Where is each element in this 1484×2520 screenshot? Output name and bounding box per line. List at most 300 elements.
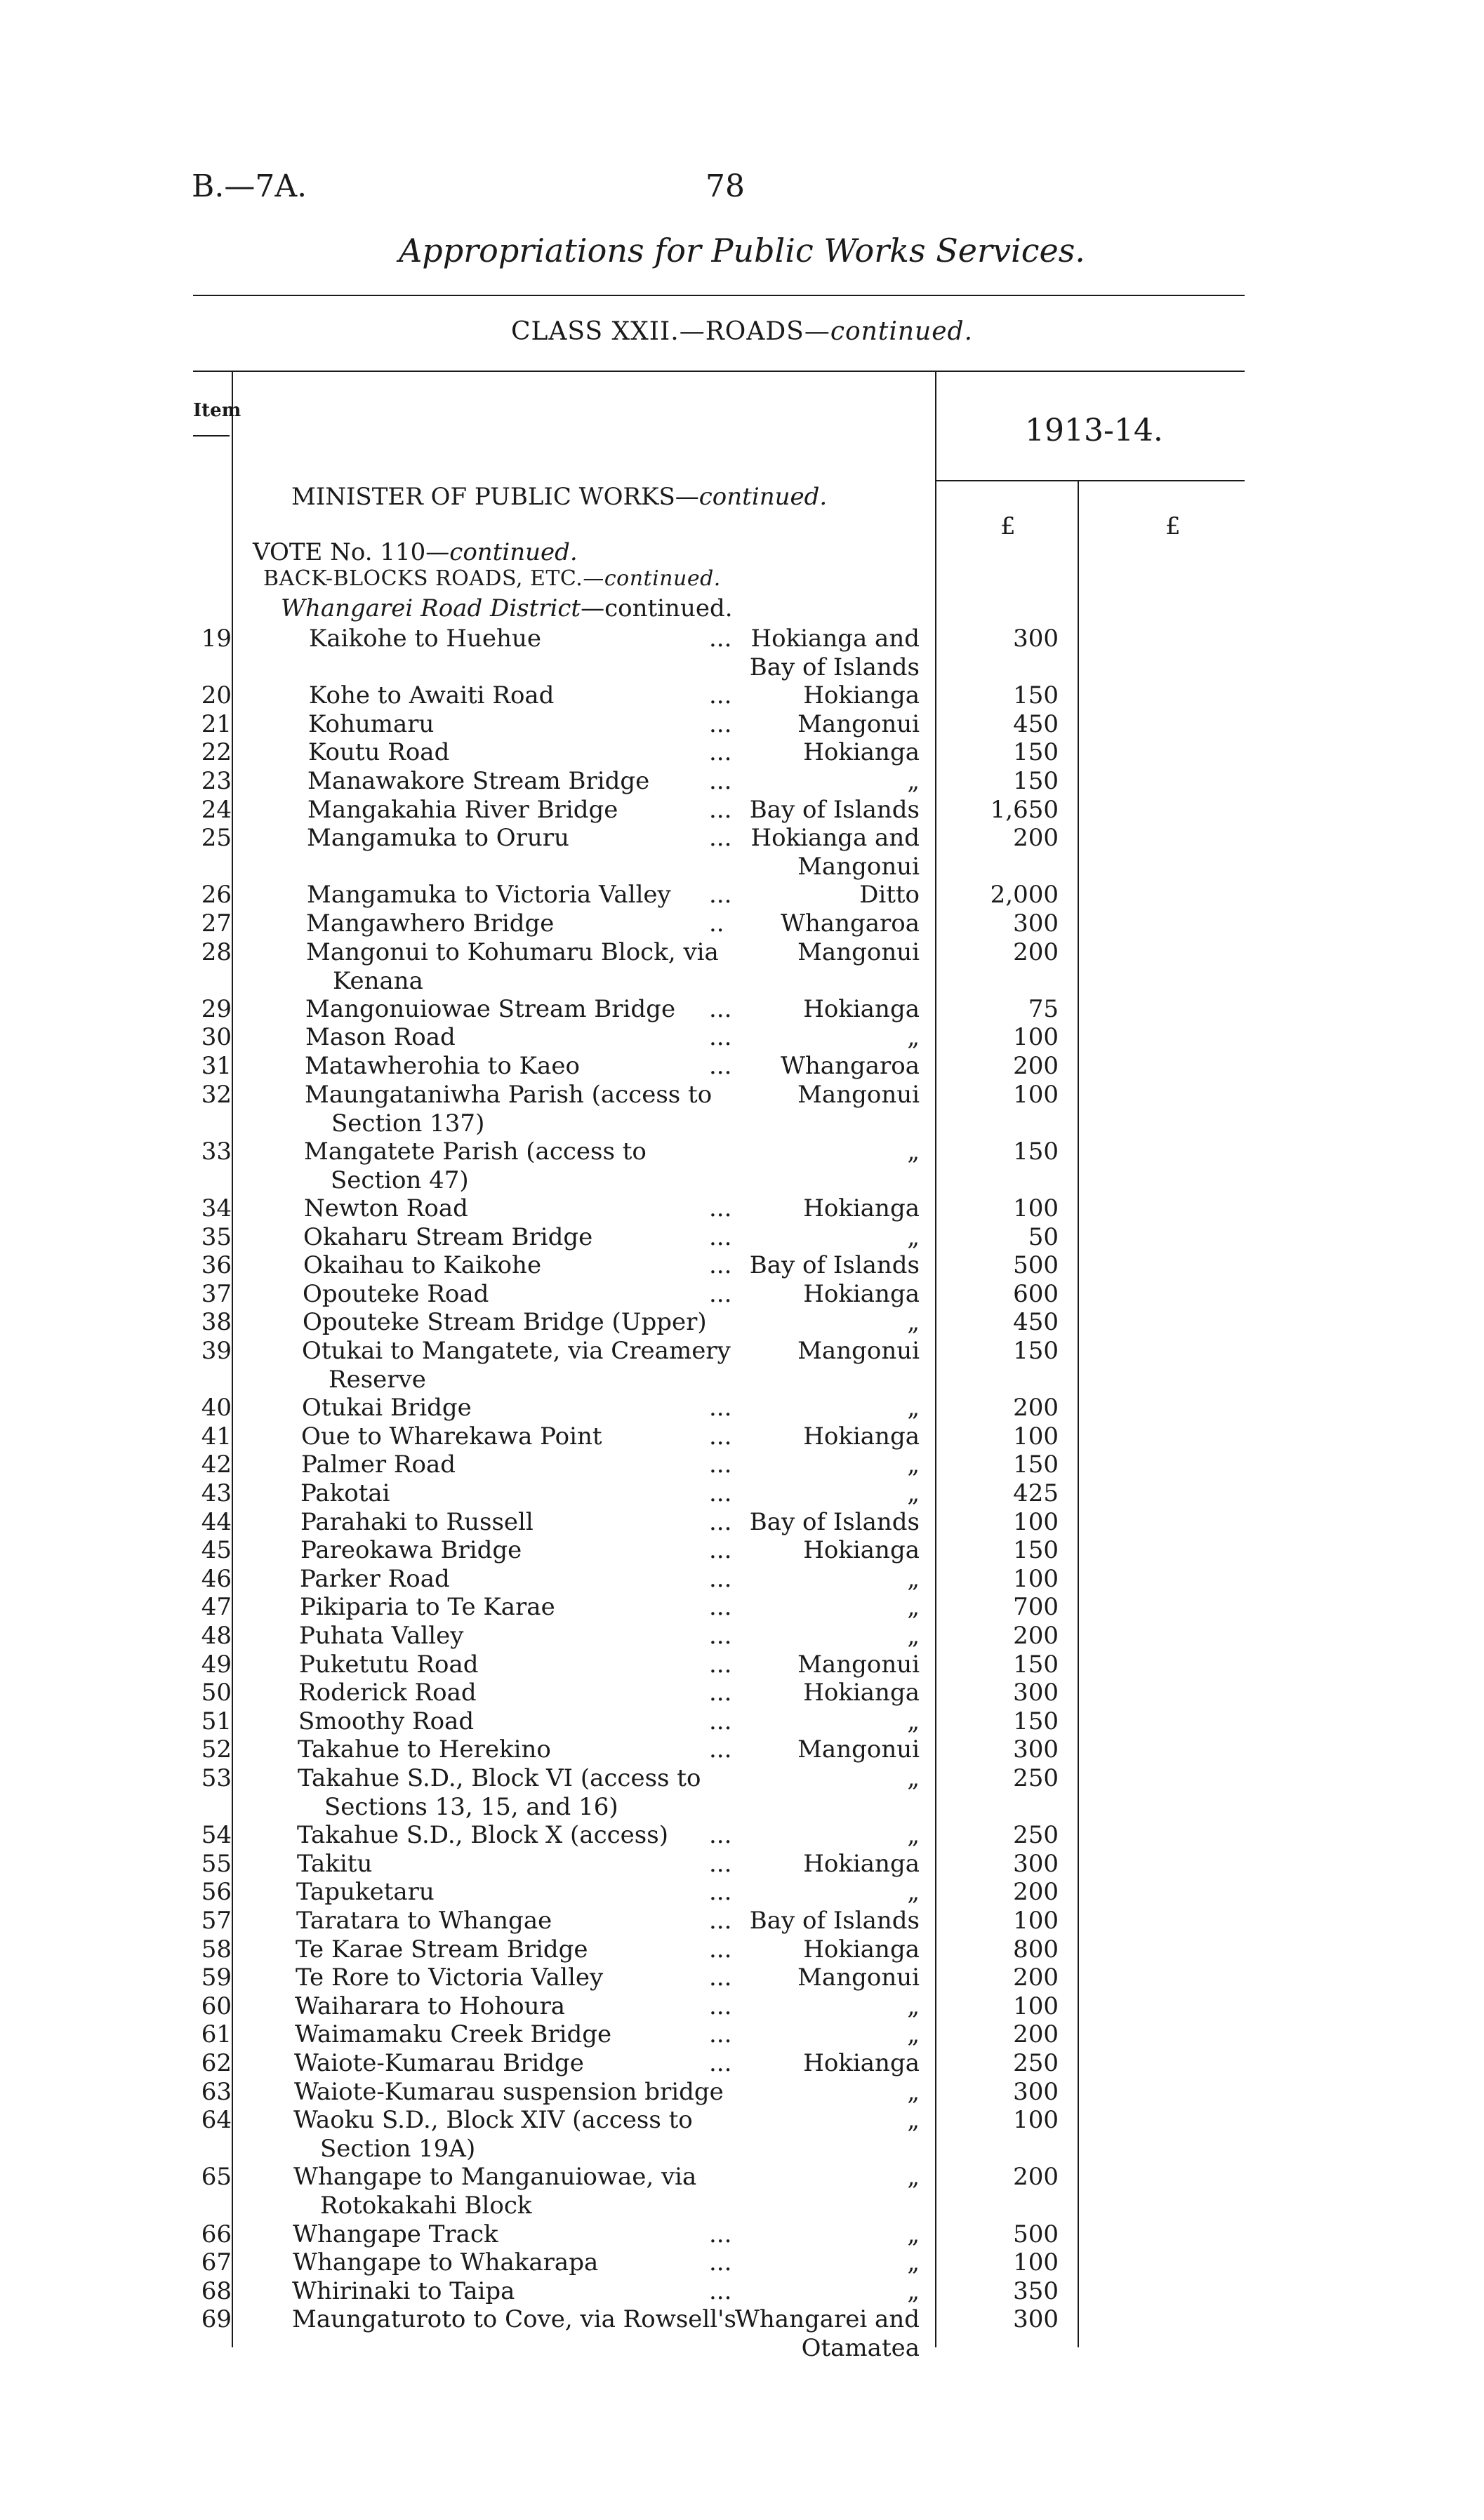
amount: 100 <box>1013 1194 1059 1222</box>
county-name: Mangonui <box>797 938 920 966</box>
road-name: Mangonui to Kohumaru Block, via <box>306 938 719 966</box>
road-name: Waimamaku Creek Bridge <box>295 2020 612 2048</box>
amount: 300 <box>1013 1735 1059 1764</box>
road-name: Okaihau to Kaikohe <box>303 1251 542 1279</box>
county-name: Mangonui <box>797 1081 920 1109</box>
amount: 300 <box>1013 625 1059 653</box>
item-number: 64 <box>201 2106 232 2134</box>
table-row <box>0 1651 1484 1679</box>
amount: 500 <box>1013 2220 1059 2248</box>
county-name: Mangonui <box>797 1651 920 1679</box>
table-row <box>0 1280 1484 1308</box>
amount: 200 <box>1013 938 1059 966</box>
item-number: 30 <box>201 1023 232 1051</box>
table-row <box>0 1707 1484 1735</box>
county-name: „ <box>907 1878 920 1906</box>
leader-dots: ... <box>709 1194 732 1222</box>
county-name: Hokianga <box>803 2049 920 2077</box>
amount: 425 <box>1013 1479 1059 1507</box>
item-number: 45 <box>201 1536 232 1564</box>
amount: 250 <box>1013 1821 1059 1849</box>
amount: 150 <box>1013 1651 1059 1679</box>
table-row <box>0 2305 1484 2362</box>
page-number: 78 <box>705 168 745 204</box>
county-name: „ <box>907 2020 920 2048</box>
county-name: „ <box>907 1451 920 1479</box>
road-name: Puketutu Road <box>299 1651 479 1679</box>
item-number: 66 <box>201 2220 232 2248</box>
table-row <box>0 1479 1484 1507</box>
amount: 250 <box>1013 2049 1059 2077</box>
item-number: 46 <box>201 1565 232 1593</box>
item-number: 23 <box>201 767 232 795</box>
county-name: Whangaroa <box>780 909 920 938</box>
road-name: Okaharu Stream Bridge <box>303 1223 593 1251</box>
county-name: „ <box>907 1479 920 1507</box>
amount: 300 <box>1013 2305 1059 2333</box>
road-name-continued: Kenana <box>333 967 423 995</box>
amount: 450 <box>1013 710 1059 738</box>
county-name: „ <box>907 1593 920 1621</box>
table-row <box>0 1679 1484 1707</box>
district-heading-suffix: —continued. <box>581 594 733 622</box>
amount: 200 <box>1013 1052 1059 1080</box>
leader-dots: ... <box>709 1992 732 2020</box>
item-column-header: Item <box>193 400 241 421</box>
leader-dots: ... <box>709 1223 732 1251</box>
county-name: „ <box>907 1992 920 2020</box>
item-number: 48 <box>201 1622 232 1650</box>
amount: 200 <box>1013 1622 1059 1650</box>
item-number: 68 <box>201 2277 232 2305</box>
table-row <box>0 1081 1484 1138</box>
county-name: Mangonui <box>797 710 920 738</box>
road-name: Koutu Road <box>308 738 450 766</box>
item-number: 69 <box>201 2305 232 2333</box>
road-name: Roderick Road <box>298 1679 477 1707</box>
table-row <box>0 2163 1484 2220</box>
road-name: Palmer Road <box>301 1451 456 1479</box>
table-row <box>0 1907 1484 1935</box>
leader-dots: ... <box>709 1821 732 1849</box>
leader-dots: ... <box>709 738 732 766</box>
road-name: Parker Road <box>300 1565 450 1593</box>
table-row <box>0 1622 1484 1650</box>
road-name: Kohe to Awaiti Road <box>309 681 555 709</box>
road-name-continued: Rotokakahi Block <box>320 2192 532 2220</box>
item-number: 39 <box>201 1337 232 1365</box>
county-name: Bay of Islands <box>749 1251 920 1279</box>
road-name: Puhata Valley <box>299 1622 464 1650</box>
county-name: „ <box>907 2163 920 2191</box>
leader-dots: ... <box>709 625 732 653</box>
item-number: 60 <box>201 1992 232 2020</box>
amount: 200 <box>1013 2020 1059 2048</box>
item-number: 36 <box>201 1251 232 1279</box>
currency-label-col1: £ <box>1000 512 1016 540</box>
leader-dots: ... <box>709 1622 732 1650</box>
road-name: Maungataniwha Parish (access to <box>305 1081 713 1109</box>
county-name: „ <box>907 1707 920 1735</box>
road-name-continued: Section 137) <box>331 1109 485 1138</box>
minister-heading <box>291 483 827 511</box>
road-name: Whangape Track <box>293 2220 498 2248</box>
county-name: Hokianga <box>803 738 920 766</box>
item-number: 63 <box>201 2078 232 2106</box>
road-name: Otukai to Mangatete, via Creamery <box>302 1337 731 1365</box>
county-name: Hokianga and <box>750 824 920 852</box>
amount: 100 <box>1013 1023 1059 1051</box>
road-name: Newton Road <box>304 1194 468 1222</box>
item-number: 49 <box>201 1651 232 1679</box>
county-name: Ditto <box>859 881 920 909</box>
road-name: Te Rore to Victoria Valley <box>296 1964 604 1992</box>
road-name: Te Karae Stream Bridge <box>296 1935 588 1964</box>
leader-dots: ... <box>709 767 732 795</box>
backblocks-heading-suffix: continued. <box>604 566 721 591</box>
item-number: 51 <box>201 1707 232 1735</box>
leader-dots: ... <box>709 995 732 1023</box>
amount: 50 <box>1028 1223 1059 1251</box>
table-row <box>0 2220 1484 2248</box>
road-name: Opouteke Road <box>303 1280 489 1308</box>
backblocks-heading-text: BACK-BLOCKS ROADS, ETC.— <box>263 566 604 591</box>
amount: 200 <box>1013 1878 1059 1906</box>
item-number: 28 <box>201 938 232 966</box>
county-name: Mangonui <box>797 1964 920 1992</box>
amount: 500 <box>1013 1251 1059 1279</box>
table-row <box>0 1251 1484 1279</box>
leader-dots: ... <box>709 1935 732 1964</box>
amount: 100 <box>1013 1907 1059 1935</box>
amount: 150 <box>1013 1138 1059 1166</box>
road-name: Takahue S.D., Block X (access) <box>297 1821 668 1849</box>
table-row <box>0 824 1484 881</box>
item-number: 50 <box>201 1679 232 1707</box>
county-name: Hokianga <box>803 1194 920 1222</box>
item-number: 38 <box>201 1308 232 1336</box>
item-number: 52 <box>201 1735 232 1764</box>
currency-label-col2: £ <box>1165 512 1181 540</box>
vote-heading <box>253 538 578 566</box>
leader-dots: ... <box>709 1707 732 1735</box>
road-name: Pakotai <box>300 1479 390 1507</box>
amount: 2,000 <box>990 881 1059 909</box>
item-number: 57 <box>201 1907 232 1935</box>
leader-dots: ... <box>709 2049 732 2077</box>
leader-dots: ... <box>709 1735 732 1764</box>
road-name: Taratara to Whangae <box>296 1907 552 1935</box>
county-name: Hokianga <box>803 1536 920 1564</box>
leader-dots: ... <box>709 1679 732 1707</box>
leader-dots: ... <box>709 1593 732 1621</box>
county-name: Hokianga <box>803 681 920 709</box>
table-row <box>0 1593 1484 1621</box>
county-name: „ <box>907 1565 920 1593</box>
table-row <box>0 1308 1484 1336</box>
county-name: „ <box>907 2248 920 2276</box>
title-rule <box>193 295 1245 296</box>
class-heading-suffix: continued. <box>830 317 974 346</box>
item-number: 24 <box>201 796 232 824</box>
table-row <box>0 1023 1484 1051</box>
county-name-continued: Otamatea <box>801 2334 920 2362</box>
county-name: Hokianga <box>803 1935 920 1964</box>
county-name: Hokianga <box>803 1679 920 1707</box>
table-row <box>0 2049 1484 2077</box>
leader-dots: ... <box>709 1508 732 1536</box>
item-number: 61 <box>201 2020 232 2048</box>
table-row <box>0 881 1484 909</box>
class-heading <box>0 317 1484 346</box>
road-name: Waiharara to Hohoura <box>295 1992 566 2020</box>
item-number: 25 <box>201 824 232 852</box>
item-number: 21 <box>201 710 232 738</box>
leader-dots: ... <box>709 1052 732 1080</box>
table-row <box>0 1508 1484 1536</box>
table-row <box>0 1878 1484 1906</box>
amount: 150 <box>1013 1451 1059 1479</box>
table-row <box>0 938 1484 995</box>
road-name-continued: Section 19A) <box>320 2135 476 2163</box>
leader-dots: ... <box>709 681 732 709</box>
road-name: Takitu <box>297 1850 373 1878</box>
item-number: 58 <box>201 1935 232 1964</box>
leader-dots: ... <box>709 2277 732 2305</box>
page-title: Appropriations for Public Works Services. <box>399 232 1085 269</box>
amount: 100 <box>1013 1992 1059 2020</box>
road-name-continued: Section 47) <box>331 1166 469 1194</box>
road-name: Takahue S.D., Block VI (access to <box>298 1764 701 1792</box>
table-row <box>0 995 1484 1023</box>
table-row <box>0 1052 1484 1080</box>
leader-dots: ... <box>709 1907 732 1935</box>
leader-dots: ... <box>709 1451 732 1479</box>
table-row <box>0 1964 1484 1992</box>
item-number: 19 <box>201 625 232 653</box>
county-name-continued: Mangonui <box>797 853 920 881</box>
item-header-underline <box>193 435 230 436</box>
leader-dots: ... <box>709 1023 732 1051</box>
county-name: „ <box>907 1023 920 1051</box>
county-name: „ <box>907 1138 920 1166</box>
amount: 1,650 <box>990 796 1059 824</box>
table-row <box>0 738 1484 766</box>
amount: 100 <box>1013 1565 1059 1593</box>
leader-dots: ... <box>709 824 732 852</box>
table-row <box>0 2020 1484 2048</box>
item-number: 34 <box>201 1194 232 1222</box>
county-name: Hokianga <box>803 1422 920 1451</box>
table-row <box>0 1536 1484 1564</box>
district-heading <box>281 594 733 622</box>
leader-dots: ... <box>709 2220 732 2248</box>
table-row <box>0 1337 1484 1394</box>
county-name: „ <box>907 2106 920 2134</box>
table-row <box>0 1451 1484 1479</box>
road-name: Oue to Wharekawa Point <box>301 1422 602 1451</box>
table-row <box>0 1422 1484 1451</box>
item-number: 35 <box>201 1223 232 1251</box>
amount: 200 <box>1013 1964 1059 1992</box>
table-row <box>0 909 1484 938</box>
road-name-continued: Reserve <box>329 1366 426 1394</box>
county-name: „ <box>907 2277 920 2305</box>
leader-dots: ... <box>709 1422 732 1451</box>
table-row <box>0 1850 1484 1878</box>
leader-dots: ... <box>709 710 732 738</box>
amount: 100 <box>1013 1081 1059 1109</box>
district-heading-text: Whangarei Road District <box>281 594 581 622</box>
item-number: 44 <box>201 1508 232 1536</box>
leader-dots: ... <box>709 1536 732 1564</box>
table-row <box>0 1992 1484 2020</box>
road-name: Waiote-Kumarau Bridge <box>294 2049 584 2077</box>
county-name: Mangonui <box>797 1337 920 1365</box>
leader-dots: ... <box>709 881 732 909</box>
year-header: 1913-14. <box>1025 413 1163 448</box>
county-name: „ <box>907 1308 920 1336</box>
road-name-continued: Sections 13, 15, and 16) <box>324 1793 618 1821</box>
road-name: Pareokawa Bridge <box>300 1536 522 1564</box>
table-row <box>0 2078 1484 2106</box>
county-name: Hokianga <box>803 995 920 1023</box>
amount: 100 <box>1013 1508 1059 1536</box>
leader-dots: ... <box>709 1878 732 1906</box>
table-row <box>0 1194 1484 1222</box>
table-row <box>0 1565 1484 1593</box>
road-name: Whirinaki to Taipa <box>292 2277 515 2305</box>
amount: 250 <box>1013 1764 1059 1792</box>
county-name: Whangaroa <box>780 1052 920 1080</box>
class-heading-text: CLASS XXII.—ROADS— <box>510 317 830 346</box>
county-name: Bay of Islands <box>749 1907 920 1935</box>
item-number: 22 <box>201 738 232 766</box>
table-row <box>0 710 1484 738</box>
county-name: Whangarei and <box>734 2305 920 2333</box>
item-number: 43 <box>201 1479 232 1507</box>
county-name: „ <box>907 1821 920 1849</box>
road-name: Waiote-Kumarau suspension bridge <box>294 2078 724 2106</box>
item-number: 20 <box>201 681 232 709</box>
item-number: 56 <box>201 1878 232 1906</box>
leader-dots: ... <box>709 1964 732 1992</box>
amount: 300 <box>1013 1850 1059 1878</box>
amount: 200 <box>1013 2163 1059 2191</box>
county-name: „ <box>907 1622 920 1650</box>
county-name: „ <box>907 1223 920 1251</box>
road-name: Tapuketaru <box>296 1878 435 1906</box>
item-number: 40 <box>201 1394 232 1422</box>
road-name: Opouteke Stream Bridge (Upper) <box>303 1308 707 1336</box>
road-name: Mangamuka to Oruru <box>307 824 569 852</box>
amount: 150 <box>1013 1337 1059 1365</box>
road-name: Mangawhero Bridge <box>306 909 555 938</box>
amount: 600 <box>1013 1280 1059 1308</box>
road-name: Mangonuiowae Stream Bridge <box>305 995 676 1023</box>
item-number: 59 <box>201 1964 232 1992</box>
road-name: Pikiparia to Te Karae <box>300 1593 555 1621</box>
road-name: Matawherohia to Kaeo <box>305 1052 580 1080</box>
leader-dots: ... <box>709 796 732 824</box>
amount: 800 <box>1013 1935 1059 1964</box>
item-number: 29 <box>201 995 232 1023</box>
road-name: Manawakore Stream Bridge <box>307 767 650 795</box>
item-number: 55 <box>201 1850 232 1878</box>
item-number: 33 <box>201 1138 232 1166</box>
minister-heading-suffix: continued. <box>698 483 828 511</box>
county-name: Hokianga <box>803 1280 920 1308</box>
item-number: 47 <box>201 1593 232 1621</box>
table-row <box>0 1764 1484 1821</box>
amount: 200 <box>1013 1394 1059 1422</box>
item-number: 26 <box>201 881 232 909</box>
road-name: Takahue to Herekino <box>298 1735 551 1764</box>
amount: 450 <box>1013 1308 1059 1336</box>
year-header-rule <box>936 480 1245 481</box>
item-number: 42 <box>201 1451 232 1479</box>
road-name: Otukai Bridge <box>302 1394 472 1422</box>
county-name: „ <box>907 2220 920 2248</box>
table-row <box>0 2106 1484 2163</box>
road-name: Waoku S.D., Block XIV (access to <box>293 2106 693 2134</box>
county-name: „ <box>907 1764 920 1792</box>
table-row <box>0 681 1484 709</box>
table-row <box>0 796 1484 824</box>
amount: 700 <box>1013 1593 1059 1621</box>
county-name: Bay of Islands <box>749 1508 920 1536</box>
county-name: Hokianga <box>803 1850 920 1878</box>
table-row <box>0 2277 1484 2305</box>
leader-dots: ... <box>709 1565 732 1593</box>
road-name: Mangakahia River Bridge <box>307 796 618 824</box>
amount: 300 <box>1013 1679 1059 1707</box>
backblocks-heading <box>263 566 721 591</box>
amount: 100 <box>1013 2106 1059 2134</box>
leader-dots: ... <box>709 1479 732 1507</box>
road-name: Whangape to Whakarapa <box>293 2248 599 2276</box>
leader-dots: ... <box>709 2248 732 2276</box>
table-row <box>0 1223 1484 1251</box>
item-number: 67 <box>201 2248 232 2276</box>
table-row <box>0 1821 1484 1849</box>
item-number: 62 <box>201 2049 232 2077</box>
leader-dots: ... <box>709 1394 732 1422</box>
item-number: 41 <box>201 1422 232 1451</box>
leader-dots: ... <box>709 1651 732 1679</box>
table-row <box>0 767 1484 795</box>
item-number: 27 <box>201 909 232 938</box>
item-number: 31 <box>201 1052 232 1080</box>
road-name: Mangatete Parish (access to <box>304 1138 647 1166</box>
minister-heading-text: MINISTER OF PUBLIC WORKS— <box>291 483 699 511</box>
road-name: Parahaki to Russell <box>300 1508 534 1536</box>
table-row <box>0 2248 1484 2276</box>
road-name: Kohumaru <box>308 710 435 738</box>
county-name-continued: Bay of Islands <box>749 653 920 681</box>
county-name: Bay of Islands <box>749 796 920 824</box>
amount: 150 <box>1013 1536 1059 1564</box>
amount: 100 <box>1013 2248 1059 2276</box>
county-name: Mangonui <box>797 1735 920 1764</box>
item-number: 37 <box>201 1280 232 1308</box>
amount: 150 <box>1013 767 1059 795</box>
amount: 350 <box>1013 2277 1059 2305</box>
road-name: Kaikohe to Huehue <box>309 625 541 653</box>
item-number: 54 <box>201 1821 232 1849</box>
road-name: Smoothy Road <box>298 1707 475 1735</box>
amount: 100 <box>1013 1422 1059 1451</box>
